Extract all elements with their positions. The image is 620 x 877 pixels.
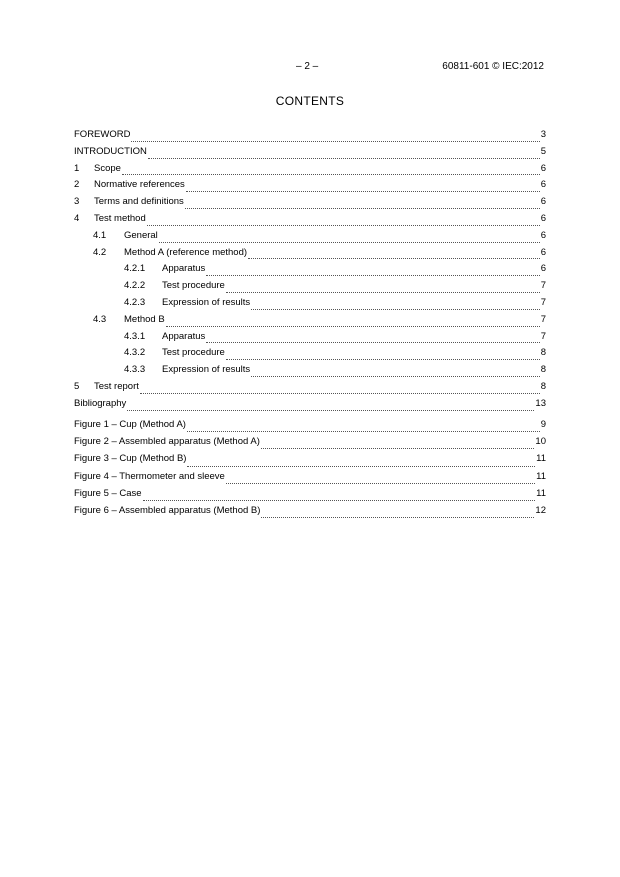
figure-entry[interactable] [74,435,546,452]
toc-entry[interactable] [74,363,546,380]
toc-entry[interactable] [74,162,546,179]
figure-entry[interactable] [74,452,546,469]
toc-entry[interactable] [74,346,546,363]
table-of-contents [74,128,546,414]
toc-entry-number: 4.3 [93,313,107,325]
toc-entry-title: Apparatus [162,330,206,342]
toc-entry[interactable] [74,380,546,397]
figure-entry-title: Figure 2 – Assembled apparatus (Method A) [74,436,260,448]
dot-leader [131,139,539,142]
toc-entry-title: Test procedure [162,347,225,359]
dot-leader [147,223,540,226]
toc-entry-page: 6 [540,229,546,241]
dot-leader [187,429,540,432]
page-title: CONTENTS [275,94,345,108]
toc-entry-title: Test procedure [162,280,225,292]
toc-entry-title: Bibliography [74,397,127,409]
toc-entry[interactable] [74,229,546,246]
toc-entry[interactable] [74,296,546,313]
toc-entry-page: 6 [540,246,546,258]
dot-leader [185,206,540,209]
toc-entry-number: 4.2.1 [124,263,146,275]
toc-entry-title: FOREWORD [74,129,131,140]
toc-entry-number: 4.2 [93,246,107,258]
dot-leader [261,446,535,449]
toc-entry[interactable] [74,128,546,145]
toc-entry-title: INTRODUCTION [74,145,147,157]
document-id: 60811-601 © IEC:2012 [442,61,544,72]
toc-entry-title: Normative references [94,179,185,191]
toc-entry-page: 8 [540,347,546,359]
toc-entry-page: 6 [540,162,546,174]
toc-entry[interactable] [74,145,546,162]
toc-entry-page: 7 [540,280,546,292]
figure-entry-page: 11 [536,453,546,465]
toc-entry-page: 5 [540,145,546,157]
toc-entry-page: 13 [535,397,546,409]
dot-leader [187,464,535,467]
toc-entry[interactable] [74,330,546,347]
toc-entry-page: 7 [540,330,546,342]
toc-entry[interactable] [74,178,546,195]
figure-entry[interactable] [74,470,546,487]
toc-entry-number: 4.3.3 [124,364,146,376]
toc-entry-number: 4.2.2 [124,280,146,292]
figure-entry-title: Figure 6 – Assembled apparatus (Method B) [74,504,261,516]
dot-leader [140,391,540,394]
toc-entry[interactable] [74,195,546,212]
dot-leader [226,481,535,484]
toc-entry[interactable] [74,246,546,263]
toc-entry-page: 6 [540,263,546,275]
figure-entry-title: Figure 4 – Thermometer and sleeve [74,470,225,482]
toc-entry-page: 8 [540,364,546,376]
figure-entry-page: 12 [535,504,546,516]
dot-leader [226,290,540,293]
dot-leader [226,357,540,360]
toc-entry-number: 4.2.3 [124,296,146,308]
toc-entry[interactable] [74,397,546,414]
dot-leader [148,156,540,159]
toc-entry-page: 3 [540,129,546,140]
dot-leader [251,307,540,310]
toc-entry-page: 6 [540,196,546,208]
figure-entry[interactable] [74,418,546,435]
figure-entry-title: Figure 3 – Cup (Method B) [74,453,187,465]
dot-leader [127,408,534,411]
toc-entry-title: Scope [94,162,121,174]
toc-entry-page: 8 [540,380,546,392]
toc-entry[interactable] [74,212,546,229]
page-number: – 2 – [296,61,319,72]
toc-entry-page: 6 [540,212,546,224]
figure-entry-page: 9 [540,419,546,430]
toc-entry-number: 2 [74,179,80,191]
toc-entry-page: 6 [540,179,546,191]
toc-entry-number: 4.3.1 [124,330,146,342]
toc-entry-title: Method B [124,313,165,325]
dot-leader [206,340,539,343]
dot-leader [166,324,540,327]
dot-leader [122,172,540,175]
figure-entry-page: 10 [535,436,546,448]
figure-entry[interactable] [74,487,546,504]
figure-entry-page: 11 [536,487,546,499]
figure-entry-title: Figure 1 – Cup (Method A) [74,419,186,430]
toc-entry-number: 4 [74,212,80,224]
toc-entry-title: Method A (reference method) [124,246,248,258]
list-of-figures [74,418,546,521]
toc-entry-number: 1 [74,162,80,174]
dot-leader [251,374,540,377]
dot-leader [143,498,536,501]
toc-entry-page: 7 [540,313,546,325]
toc-entry-title: Test report [94,380,139,392]
figure-entry-title: Figure 5 – Case [74,487,142,499]
dot-leader [206,273,539,276]
toc-entry-number: 3 [74,196,80,208]
toc-entry-page: 7 [540,296,546,308]
toc-entry-title: Apparatus [162,263,206,275]
figure-entry-page: 11 [536,470,546,482]
dot-leader [248,256,540,259]
toc-entry[interactable] [74,279,546,296]
figure-entry[interactable] [74,504,546,521]
toc-entry-number: 4.1 [93,229,107,241]
toc-entry-title: Expression of results [162,364,251,376]
toc-entry-title: Test method [94,212,146,224]
toc-entry[interactable] [74,313,546,330]
toc-entry-title: Terms and definitions [94,196,184,208]
toc-entry-number: 5 [74,380,80,392]
toc-entry-title: General [124,229,158,241]
toc-entry-title: Expression of results [162,296,251,308]
toc-entry[interactable] [74,262,546,279]
dot-leader [186,189,540,192]
dot-leader [261,515,534,518]
dot-leader [159,240,540,243]
toc-entry-number: 4.3.2 [124,347,146,359]
